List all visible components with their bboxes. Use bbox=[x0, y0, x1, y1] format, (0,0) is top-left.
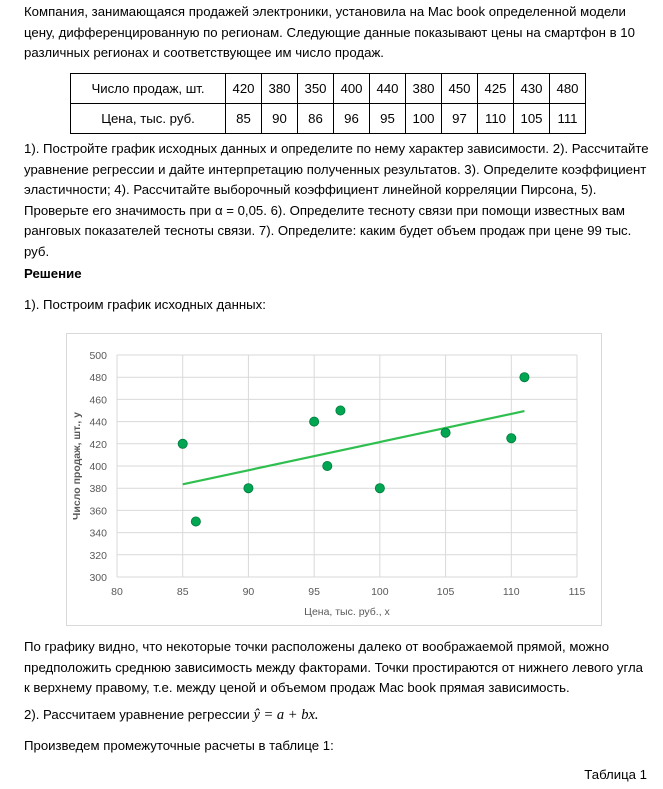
x-tick-label: 85 bbox=[176, 586, 189, 598]
table-cell: 105 bbox=[514, 104, 550, 134]
table-cell: 350 bbox=[298, 74, 334, 104]
y-tick-label: 320 bbox=[89, 549, 107, 562]
table-cell: 90 bbox=[262, 104, 298, 134]
analysis-paragraph: По графику видно, что некоторые точки расположены далеко от воображаемой прямой, можно предположить среднюю зависимость между факторами. Точки простираются от нижнего левого угла к верхнему правому, т.е. между ценой и объемом продаж Mac book прямая зависимость. bbox=[24, 639, 643, 696]
x-tick-label: 100 bbox=[371, 586, 389, 598]
y-tick-label: 480 bbox=[89, 372, 107, 385]
table-cell: 380 bbox=[406, 74, 442, 104]
chart-grid bbox=[117, 355, 577, 577]
y-tick-label: 380 bbox=[89, 483, 107, 496]
x-axis-label: Цена, тыс. руб., x bbox=[304, 606, 390, 618]
step1-text: 1). Построим график исходных данных: bbox=[24, 297, 266, 312]
row-label-sales: Число продаж, шт. bbox=[71, 74, 226, 104]
table-cell: 430 bbox=[514, 74, 550, 104]
data-point bbox=[441, 428, 450, 437]
table-cell: 420 bbox=[226, 74, 262, 104]
x-tick-label: 90 bbox=[242, 586, 255, 598]
tasks-paragraph: 1). Постройте график исходных данных и определите по нему характер зависимости. 2). Рассчитайте уравнение регрессии и дайте интерпретацию полученных результатов. 3). Определите коэффициент эластичности; 4). Рассчитайте выборочный коэффициент линейной корреляции Пирсона, 5). Проверьте его значимость при α = 0,05. 6). Определите тесноту связи при помощи известных вам ранговых показателей тесноты связи. 7). Определите: каким будет объем продаж при цене 99 тыс. руб. bbox=[24, 141, 649, 259]
data-point bbox=[323, 461, 332, 470]
calc-text: Произведем промежуточные расчеты в таблице 1: bbox=[24, 738, 334, 753]
table-cell: 86 bbox=[298, 104, 334, 134]
data-point bbox=[336, 406, 345, 415]
y-tick-label: 420 bbox=[89, 438, 107, 451]
table-cell: 85 bbox=[226, 104, 262, 134]
regression-formula: ŷ = a + bx. bbox=[253, 707, 319, 723]
y-axis-ticks bbox=[89, 350, 107, 584]
table-row bbox=[71, 104, 586, 134]
data-point bbox=[178, 439, 187, 448]
x-tick-label: 105 bbox=[436, 586, 455, 598]
table-caption: Таблица 1 bbox=[584, 767, 647, 782]
x-tick-label: 95 bbox=[308, 586, 320, 598]
x-tick-label: 110 bbox=[502, 586, 520, 598]
y-tick-label: 340 bbox=[89, 527, 107, 540]
table-cell: 450 bbox=[442, 74, 478, 104]
data-point bbox=[191, 517, 200, 526]
table-cell: 95 bbox=[370, 104, 406, 134]
step2-text: 2). Рассчитаем уравнение регрессии bbox=[24, 707, 254, 722]
y-tick-label: 360 bbox=[89, 505, 107, 518]
x-tick-label: 80 bbox=[111, 586, 123, 598]
y-tick-label: 300 bbox=[89, 572, 107, 584]
y-tick-label: 400 bbox=[89, 461, 107, 473]
data-point bbox=[507, 434, 516, 443]
table-cell: 380 bbox=[262, 74, 298, 104]
table-row bbox=[71, 74, 586, 104]
solution-heading: Решение bbox=[24, 266, 82, 281]
table-cell: 440 bbox=[370, 74, 406, 104]
y-tick-label: 460 bbox=[89, 394, 107, 407]
intro-paragraph: Компания, занимающаяся продажей электроники, установила на Mac book определенной модели цену, дифференцированную по регионам. Следующие данные показывают цены на смартфон в 10 различных регионах и соответствующее им число продаж. bbox=[24, 4, 635, 61]
table-cell: 111 bbox=[550, 104, 586, 134]
y-axis-label: Число продаж, шт., y bbox=[71, 412, 83, 520]
data-points bbox=[178, 373, 529, 526]
row-label-price: Цена, тыс. руб. bbox=[71, 104, 226, 134]
x-axis-ticks bbox=[111, 586, 585, 598]
source-data-table bbox=[70, 73, 586, 134]
y-tick-label: 440 bbox=[89, 416, 107, 429]
table-cell: 480 bbox=[550, 74, 586, 104]
scatter-chart bbox=[66, 333, 602, 626]
table-cell: 100 bbox=[406, 104, 442, 134]
step2-paragraph bbox=[24, 705, 650, 726]
table-cell: 400 bbox=[334, 74, 370, 104]
data-point bbox=[520, 373, 529, 382]
table-cell: 97 bbox=[442, 104, 478, 134]
data-point bbox=[310, 417, 319, 426]
chart-canvas bbox=[67, 334, 601, 625]
x-tick-label: 115 bbox=[568, 586, 586, 598]
table-cell: 110 bbox=[478, 104, 514, 134]
data-point bbox=[244, 484, 253, 493]
table-cell: 425 bbox=[478, 74, 514, 104]
table-cell: 96 bbox=[334, 104, 370, 134]
y-tick-label: 500 bbox=[89, 350, 107, 362]
data-point bbox=[375, 484, 384, 493]
